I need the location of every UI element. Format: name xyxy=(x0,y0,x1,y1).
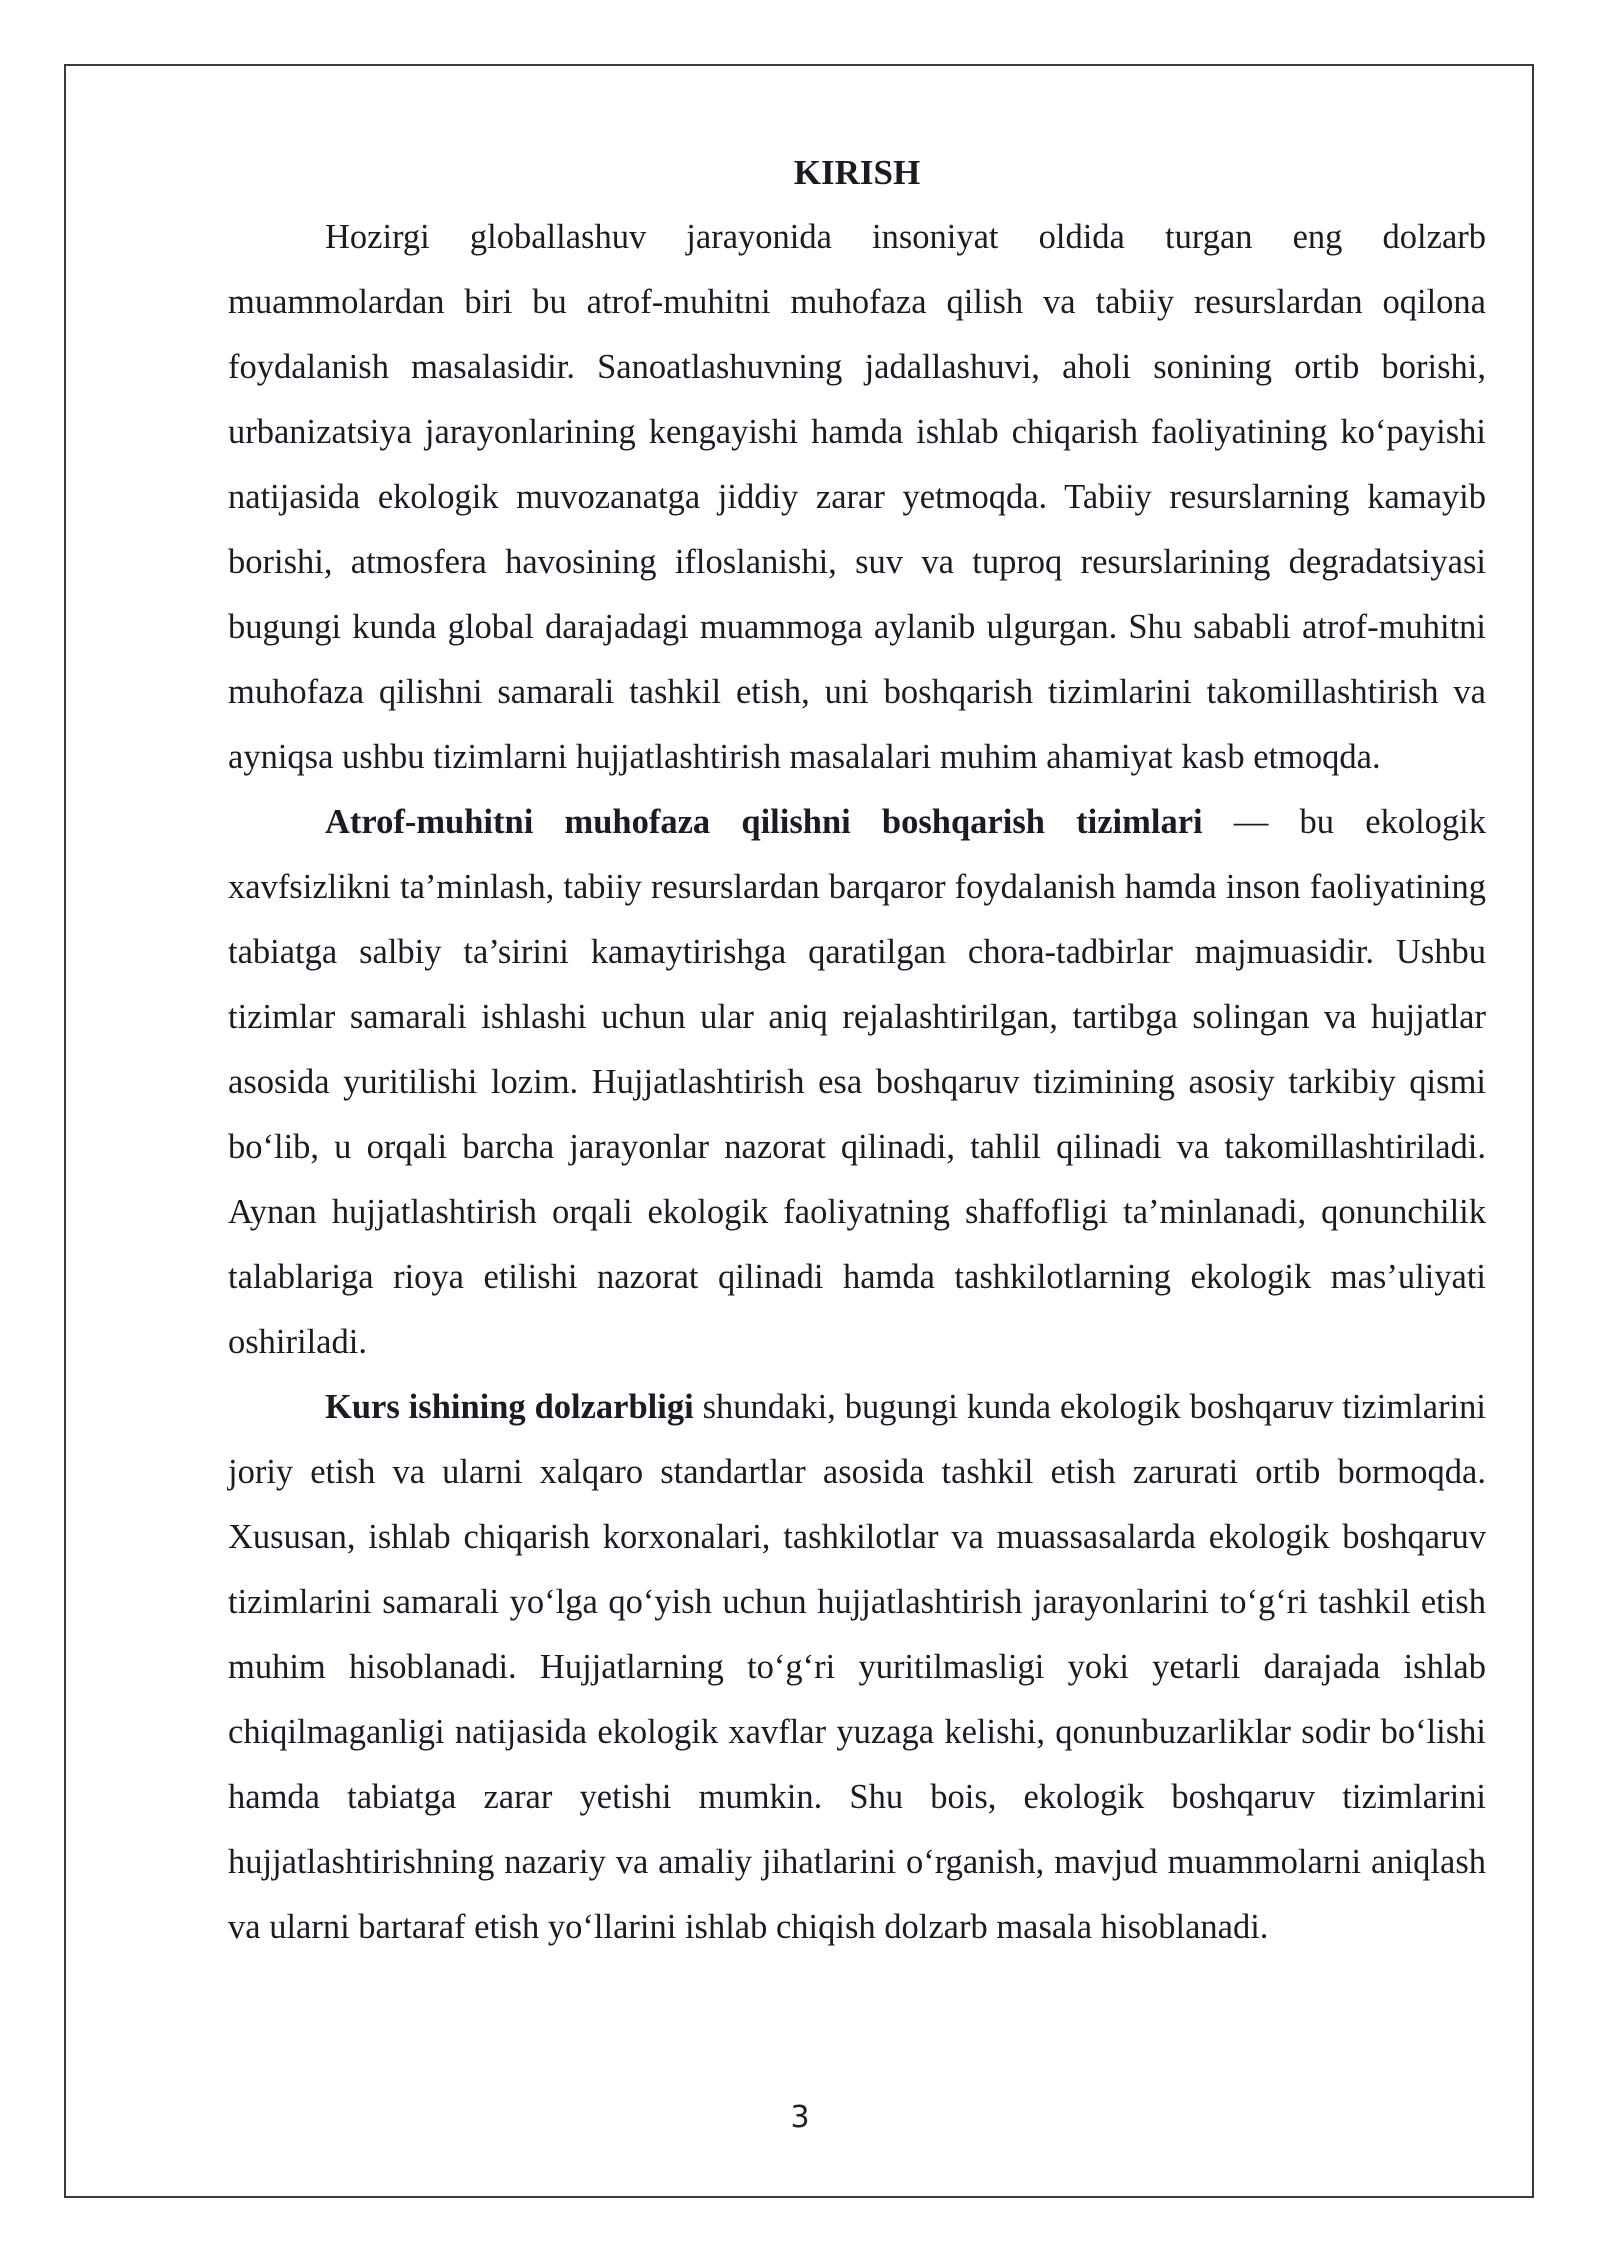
document-body xyxy=(228,140,1486,1960)
paragraph-text: Hozirgi globallashuv jarayonida insoniyat oldida turgan eng dolzarb muammolardan biri bu atrof-muhitni muhofaza qilish va tabiiy resurslardan oqilona foydalanish masalasidir. Sanoatlashuvning jadallashuvi, aholi sonining ortib borishi, urbanizatsiya jarayonlarining kengayishi hamda ishlab chiqarish faoliyatining ko‘payishi natijasida ekologik muvozanatga jiddiy zarar yetmoqda. Tabiiy resurslarning kamayib borishi, atmosfera havosining ifloslanishi, suv va tuproq resurslarining degradatsiyasi bugungi kunda global darajadagi muammoga aylanib ulgurgan. Shu sababli atrof-muhitni muhofaza qilishni samarali tashkil etish, uni boshqarish tizimlarini takomillashtirish va ayniqsa ushbu tizimlarni hujjatlashtirish masalalari muhim ahamiyat kasb etmoqda. xyxy=(228,218,1486,776)
paragraph-intro xyxy=(228,205,1486,790)
paragraph-lead: Kurs ishining dolzarbligi xyxy=(325,1388,694,1426)
paragraph-text: — bu ekologik xavfsizlikni ta’minlash, tabiiy resurslardan barqaror foydalanish hamda inson faoliyatining tabiatga salbiy ta’sirini kamaytirishga qaratilgan chora-tadbirlar majmuasidir. Ushbu tizimlar samarali ishlashi uchun ular aniq rejalashtirilgan, tartibga solingan va hujjatlar asosida yuritilishi lozim. Hujjatlashtirish esa boshqaruv tizimining asosiy tarkibiy qismi bo‘lib, u orqali barcha jarayonlar nazorat qilinadi, tahlil qilinadi va takomillashtiriladi. Aynan hujjatlashtirish orqali ekologik faoliyatning shaffofligi ta’minlanadi, qonunchilik talablariga rioya etilishi nazorat qilinadi hamda tashkilotlarning ekologik mas’uliyati oshiriladi. xyxy=(228,803,1487,1361)
section-heading: KIRISH xyxy=(793,153,921,192)
page-number: 3 xyxy=(790,2100,810,2135)
paragraph-management-systems xyxy=(228,790,1486,1375)
paragraph-relevance xyxy=(228,1375,1486,1960)
paragraph-lead: Atrof-muhitni muhofaza qilishni boshqarish tizimlari xyxy=(325,803,1203,841)
paragraph-text: shundaki, bugungi kunda ekologik boshqaruv tizimlarini joriy etish va ularni xalqaro standartlar asosida tashkil etish zarurati ortib bormoqda. Xususan, ishlab chiqarish korxonalari, tashkilotlar va muassasalarda ekologik boshqaruv tizimlarini samarali yo‘lga qo‘yish uchun hujjatlashtirish jarayonlarini to‘g‘ri tashkil etish muhim hisoblanadi. Hujjatlarning to‘g‘ri yuritilmasligi yoki yetarli darajada ishlab chiqilmaganligi natijasida ekologik xavflar yuzaga kelishi, qonunbuzarliklar sodir bo‘lishi hamda tabiatga zarar yetishi mumkin. Shu bois, ekologik boshqaruv tizimlarini hujjatlashtirishning nazariy va amaliy jihatlarini o‘rganish, mavjud muammolarni aniqlash va ularni bartaraf etish yo‘llarini ishlab chiqish dolzarb masala hisoblanadi. xyxy=(228,1388,1486,1946)
